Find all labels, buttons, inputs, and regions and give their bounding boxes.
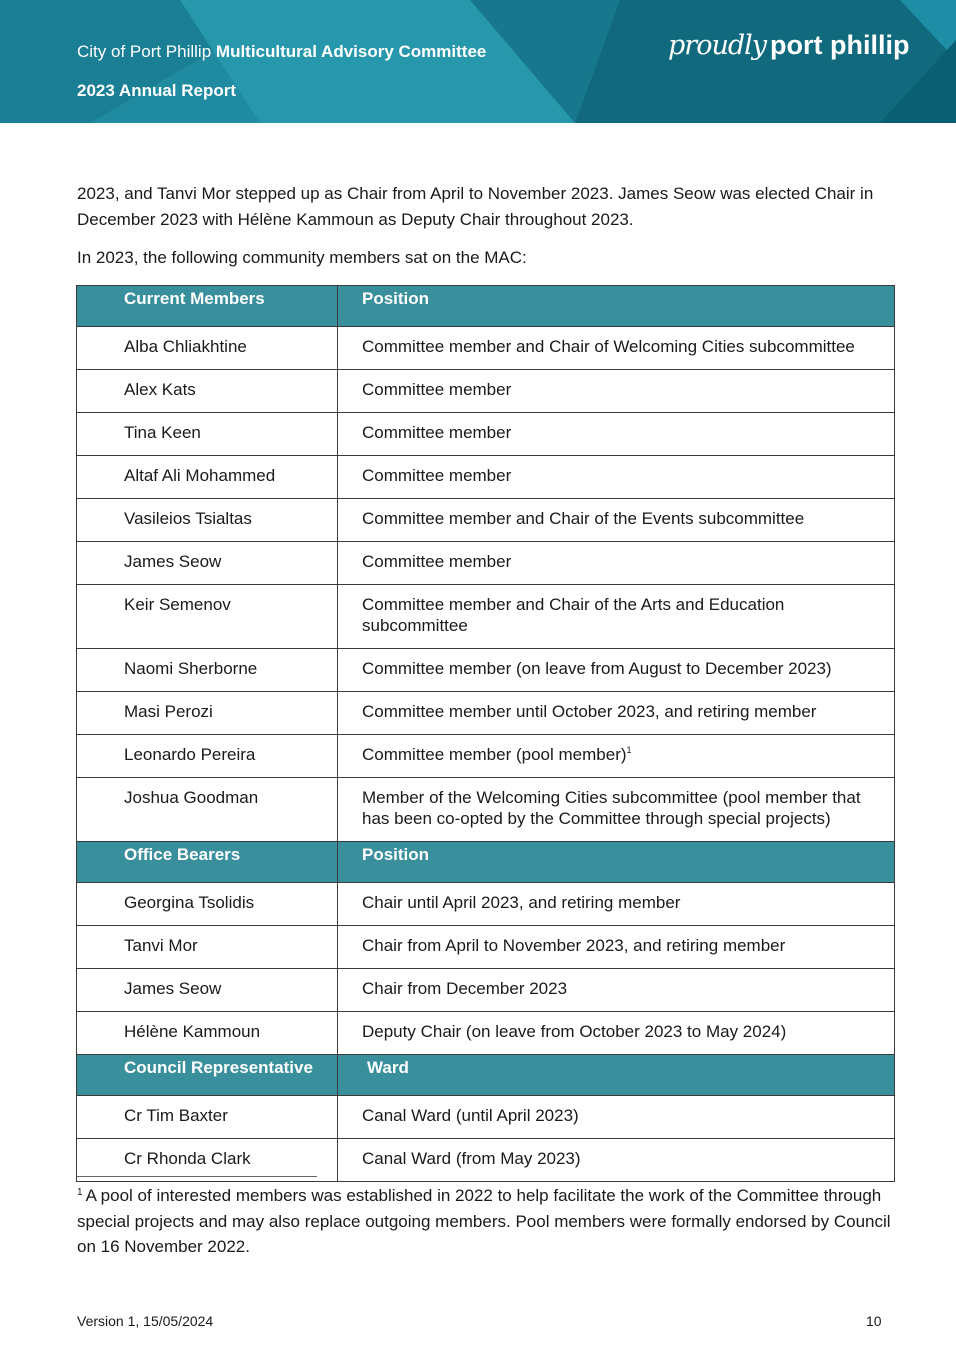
member-name: Tanvi Mor bbox=[77, 926, 338, 969]
member-position bbox=[338, 692, 895, 735]
member-position bbox=[338, 456, 895, 499]
member-position bbox=[338, 499, 895, 542]
member-name: Masi Perozi bbox=[77, 692, 338, 735]
member-name: Joshua Goodman bbox=[77, 778, 338, 842]
member-position bbox=[338, 542, 895, 585]
page-number: 10 bbox=[866, 1313, 882, 1329]
table-row bbox=[77, 926, 895, 969]
table-row bbox=[77, 649, 895, 692]
header-title: City of Port Phillip Multicultural Advisory Committee bbox=[77, 42, 487, 61]
table-row bbox=[77, 370, 895, 413]
member-name: James Seow bbox=[77, 969, 338, 1012]
member-name: Leonardo Pereira bbox=[77, 735, 338, 778]
position-text: Committee member and Chair of the Events subcommittee bbox=[362, 509, 805, 528]
footnote bbox=[77, 1183, 897, 1260]
member-position bbox=[338, 926, 895, 969]
footnote-marker: 1 bbox=[77, 1187, 83, 1198]
column-header-position: Position bbox=[338, 842, 895, 883]
members-intro: In 2023, the following community members sat on the MAC: bbox=[77, 248, 527, 267]
member-name: Altaf Ali Mohammed bbox=[77, 456, 338, 499]
member-name: Alba Chliakhtine bbox=[77, 327, 338, 370]
member-position bbox=[338, 413, 895, 456]
member-position bbox=[338, 735, 895, 778]
header-subtitle: 2023 Annual Report bbox=[77, 81, 237, 100]
position-text: Canal Ward (from May 2023) bbox=[362, 1149, 581, 1168]
member-position bbox=[338, 883, 895, 926]
member-position bbox=[338, 649, 895, 692]
member-position bbox=[338, 327, 895, 370]
column-header-council-representative: Council Representative bbox=[77, 1055, 338, 1096]
table-row bbox=[77, 1012, 895, 1055]
table-row bbox=[77, 692, 895, 735]
footer-version: Version 1, 15/05/2024 bbox=[77, 1313, 214, 1329]
member-name: Keir Semenov bbox=[77, 585, 338, 649]
intro-paragraph: 2023, and Tanvi Mor stepped up as Chair from April to November 2023. James Seow was elected Chair in December 2023 with Hélène Kammoun as Deputy Chair throughout 2023. bbox=[77, 184, 874, 229]
table-row bbox=[77, 883, 895, 926]
table-row bbox=[77, 969, 895, 1012]
member-position bbox=[338, 1012, 895, 1055]
member-position bbox=[338, 585, 895, 649]
member-name: Vasileios Tsialtas bbox=[77, 499, 338, 542]
position-text: Chair from December 2023 bbox=[362, 979, 568, 998]
column-header-office-bearers: Office Bearers bbox=[77, 842, 338, 883]
member-position bbox=[338, 778, 895, 842]
footnote-text: A pool of interested members was established in 2022 to help facilitate the work of the Committee through special projects and may also replace outgoing members. Pool members were formally endorsed by Council on 16 November 2022. bbox=[77, 1186, 891, 1256]
position-text: Committee member bbox=[362, 552, 512, 571]
page-header bbox=[0, 0, 956, 123]
member-name: Georgina Tsolidis bbox=[77, 883, 338, 926]
current-members-header bbox=[77, 286, 895, 327]
table-row bbox=[77, 735, 895, 778]
member-name: Alex Kats bbox=[77, 370, 338, 413]
table-row bbox=[77, 542, 895, 585]
member-position bbox=[338, 1096, 895, 1139]
position-text: Committee member and Chair of Welcoming Cities subcommittee bbox=[362, 337, 855, 356]
member-position bbox=[338, 1139, 895, 1182]
council-representative-header bbox=[77, 1055, 895, 1096]
table-row bbox=[77, 585, 895, 649]
member-name: James Seow bbox=[77, 542, 338, 585]
table-row bbox=[77, 456, 895, 499]
footnote-reference: 1 bbox=[626, 745, 632, 755]
member-name: Cr Tim Baxter bbox=[77, 1096, 338, 1139]
footnote-rule bbox=[77, 1176, 317, 1177]
member-position bbox=[338, 969, 895, 1012]
position-text: Chair from April to November 2023, and retiring member bbox=[362, 936, 786, 955]
position-text: Canal Ward (until April 2023) bbox=[362, 1106, 579, 1125]
column-header-current-members: Current Members bbox=[77, 286, 338, 327]
position-text: Deputy Chair (on leave from October 2023 to May 2024) bbox=[362, 1022, 787, 1041]
position-text: Committee member (pool member) bbox=[362, 745, 627, 764]
table-row bbox=[77, 413, 895, 456]
proudly-port-phillip-logo: proudly port phillip bbox=[668, 30, 910, 61]
table-row bbox=[77, 1096, 895, 1139]
column-header-ward: Ward bbox=[338, 1055, 895, 1096]
position-text: Committee member bbox=[362, 423, 512, 442]
office-bearers-header bbox=[77, 842, 895, 883]
table-row bbox=[77, 778, 895, 842]
member-name: Tina Keen bbox=[77, 413, 338, 456]
position-text: Committee member until October 2023, and retiring member bbox=[362, 702, 817, 721]
position-text: Committee member bbox=[362, 466, 512, 485]
member-name: Hélène Kammoun bbox=[77, 1012, 338, 1055]
position-text: Chair until April 2023, and retiring member bbox=[362, 893, 681, 912]
member-position bbox=[338, 370, 895, 413]
position-text: Committee member bbox=[362, 380, 512, 399]
column-header-position: Position bbox=[338, 286, 895, 327]
member-name: Cr Rhonda Clark bbox=[77, 1139, 338, 1182]
table-row bbox=[77, 327, 895, 370]
table-row bbox=[77, 499, 895, 542]
members-table bbox=[76, 285, 895, 1182]
member-name: Naomi Sherborne bbox=[77, 649, 338, 692]
position-text: Committee member (on leave from August to December 2023) bbox=[362, 659, 832, 678]
position-text: Member of the Welcoming Cities subcommittee (pool member that has been co-opted by the Committee through special projects) bbox=[362, 788, 861, 828]
position-text: Committee member and Chair of the Arts and Education subcommittee bbox=[362, 595, 785, 635]
